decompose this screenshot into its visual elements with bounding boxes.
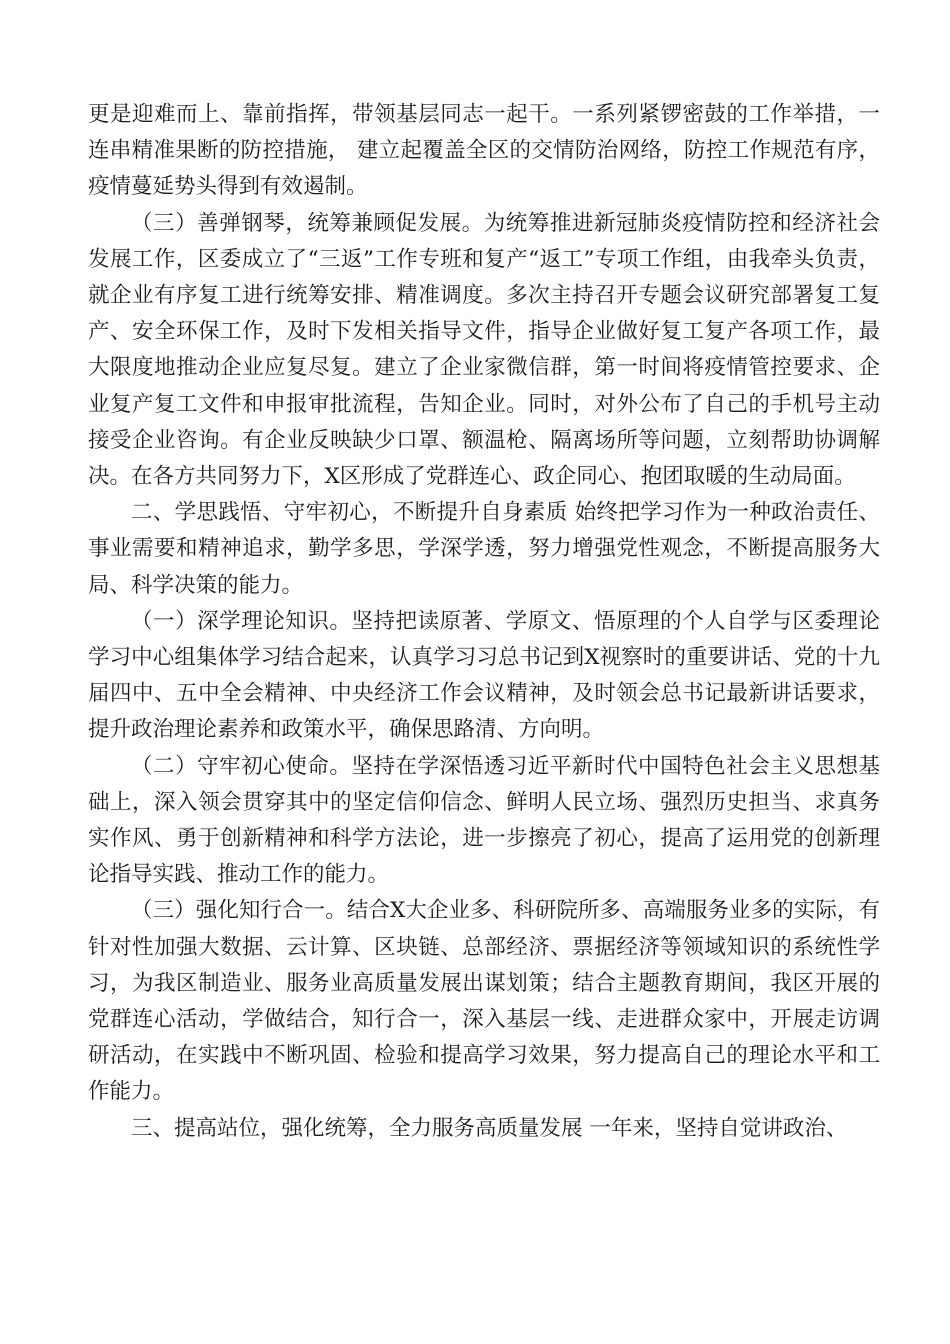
- document-body: [88, 97, 880, 1147]
- paragraph-section-2-2: （二）守牢初心使命。坚持在学深悟透习近平新时代中国特色社会主义思想基础上，深入领会贯穿其中的坚定信仰信念、鲜明人民立场、强烈历史担当、求真务实作风、勇于创新精神和科学方法论，进一步擦亮了初心，提高了运用党的创新理论指导实践、推动工作的能力。: [88, 753, 880, 888]
- paragraph-section-3-heading: 三、提高站位，强化统筹，全力服务高质量发展 一年来，坚持自觉讲政治、: [131, 1115, 848, 1141]
- paragraph-section-1-3: （三）善弹钢琴，统筹兼顾促发展。为统筹推进新冠肺炎疫情防控和经济社会发展工作，区委成立了“三返”工作专班和复产“返工”专项工作组，由我牵头负责，就企业有序复工进行统筹安排、精准调度。多次主持召开专题会议研究部署复工复产、安全环保工作，及时下发相关指导文件，指导企业做好复工复产各项工作，最大限度地推动企业应复尽复。建立了企业家微信群，第一时间将疫情管控要求、企业复产复工文件和申报审批流程，告知企业。同时，对外公布了自己的手机号主动接受企业咨询。有企业反映缺少口罩、额温枪、隔离场所等问题，立刻帮助协调解决。在各方共同努力下，X区形成了党群连心、政企同心、抱团取暖的生动局面。: [88, 210, 880, 490]
- paragraph-section-2-heading: 二、学思践悟、守牢初心，不断提升自身素质 始终把学习作为一种政治责任、事业需要和精神追求，勤学多思，学深学透，努力增强党性观念，不断提高服务大局、科学决策的能力。: [88, 500, 880, 598]
- paragraph-section-2-3: （三）强化知行合一。结合X大企业多、科研院所多、高端服务业多的实际，有针对性加强大数据、云计算、区块链、总部经济、票据经济等领域知识的系统性学习，为我区制造业、服务业高质量发展出谋划策；结合主题教育期间，我区开展的党群连心活动，学做结合，知行合一，深入基层一线、走进群众家中，开展走访调研活动，在实践中不断巩固、检验和提高学习效果，努力提高自己的理论水平和工作能力。: [88, 898, 880, 1105]
- paragraph-section-2-1: （一）深学理论知识。坚持把读原著、学原文、悟原理的个人自学与区委理论学习中心组集体学习结合起来，认真学习习总书记到X视察时的重要讲话、党的十九届四中、五中全会精神、中央经济工作会议精神，及时领会总书记最新讲话要求，提升政治理论素养和政策水平，确保思路清、方向明。: [88, 608, 880, 743]
- paragraph-continued: 更是迎难而上、靠前指挥，带领基层同志一起干。一系列紧锣密鼓的工作举措，一连串精准果断的防控措施， 建立起覆盖全区的交情防治网络，防控工作规范有序，疫情蔓延势头得到有效遏制。: [88, 102, 880, 200]
